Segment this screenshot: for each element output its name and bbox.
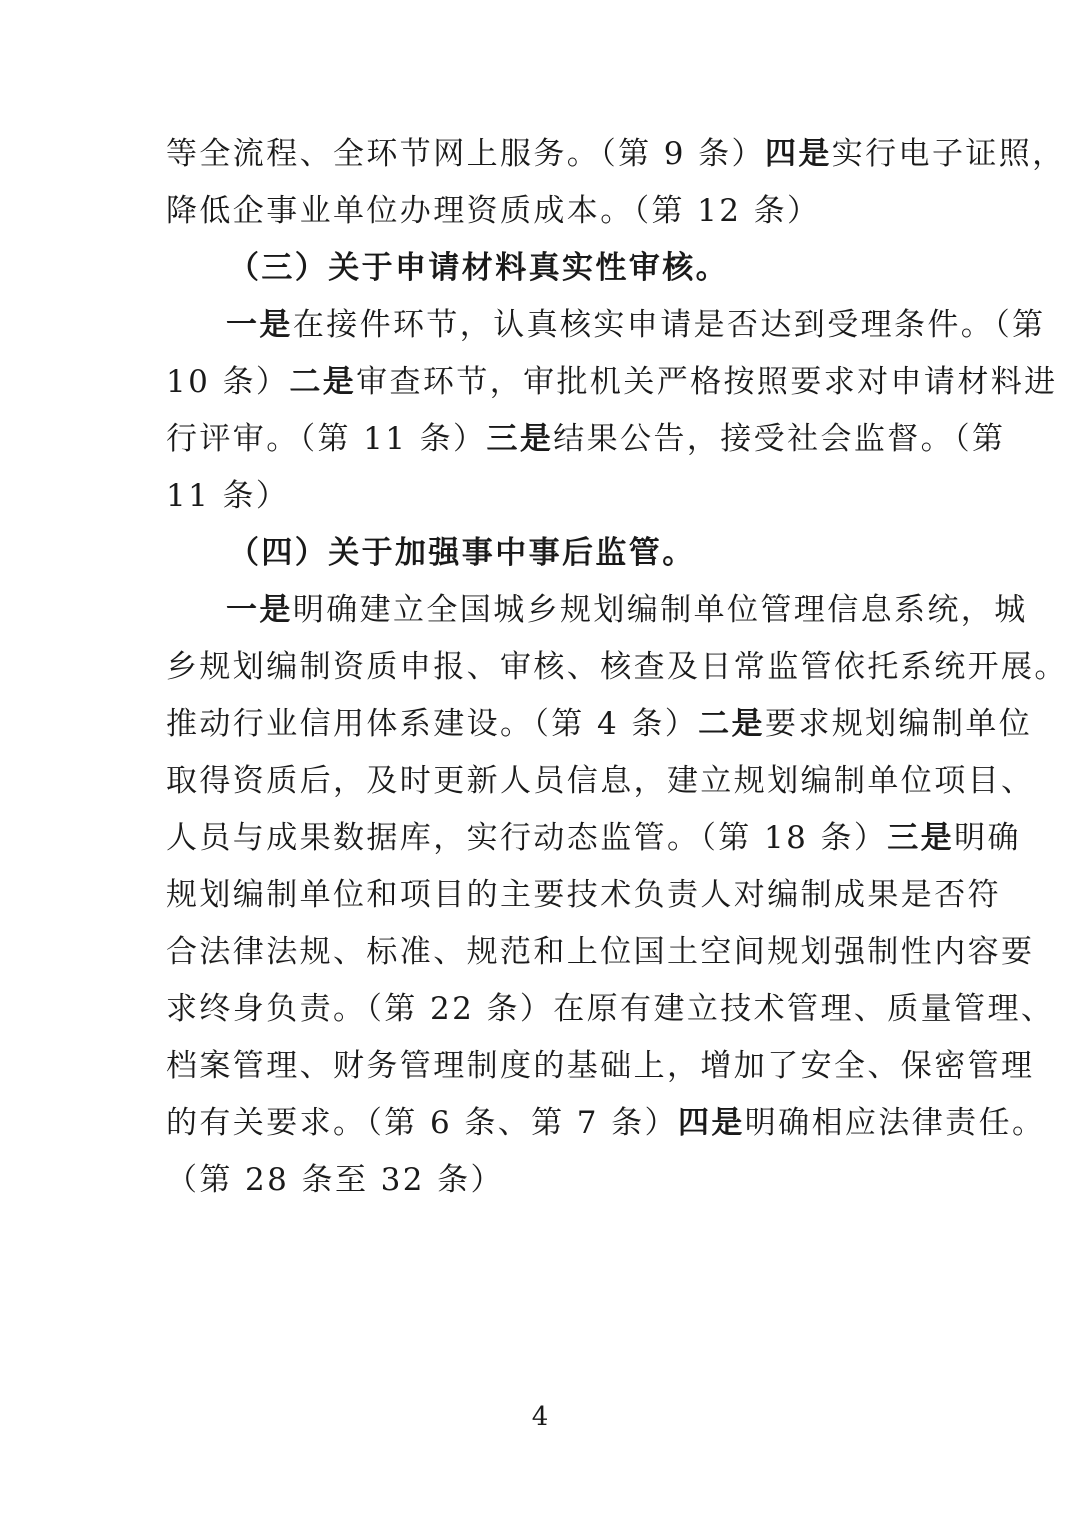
text-line bbox=[166, 818, 1021, 858]
text-line bbox=[166, 362, 1058, 402]
text-line bbox=[226, 590, 1028, 630]
text-run: 取得资质后，及时更新人员信息，建立规划编制单位项目、 bbox=[166, 763, 1035, 799]
emphasis-run: 二是 bbox=[289, 364, 357, 400]
text-run: 11 条） bbox=[166, 478, 290, 514]
emphasis-run: 三是 bbox=[486, 421, 554, 457]
text-run: 行评审。（第 11 条） bbox=[166, 421, 487, 457]
text-run: 在接件环节，认真核实申请是否达到受理条件。（第 bbox=[292, 307, 1046, 343]
text-run: 等全流程、全环节网上服务。（第 9 条） bbox=[166, 136, 765, 172]
text-run: 的有关要求。（第 6 条、第 7 条） bbox=[166, 1105, 678, 1141]
section-heading: （三）关于申请材料真实性审核。 bbox=[228, 250, 729, 286]
text-line bbox=[166, 932, 1035, 972]
text-run: 降低企事业单位办理资质成本。（第 12 条） bbox=[166, 193, 821, 229]
text-run: 档案管理、财务管理制度的基础上，增加了安全、保密管理 bbox=[166, 1048, 1035, 1084]
text-run: 明确相应法律责任。 bbox=[744, 1105, 1046, 1141]
text-run: 结果公告，接受社会监督。（第 bbox=[553, 421, 1006, 457]
emphasis-run: 三是 bbox=[887, 820, 955, 856]
text-line bbox=[166, 134, 1066, 174]
text-run: 明确 bbox=[954, 820, 1021, 856]
text-line bbox=[166, 761, 1035, 801]
text-run: 10 条） bbox=[166, 364, 290, 400]
text-line bbox=[166, 989, 1055, 1029]
emphasis-run: 四是 bbox=[677, 1105, 745, 1141]
text-run: 审查环节，审批机关严格按照要求对申请材料进 bbox=[356, 364, 1058, 400]
text-run: 实行电子证照， bbox=[831, 136, 1066, 172]
text-line bbox=[166, 1160, 918, 1200]
emphasis-run: 一是 bbox=[226, 592, 293, 628]
text-line bbox=[166, 476, 918, 516]
page-number: 4 bbox=[531, 1402, 549, 1432]
text-line bbox=[166, 419, 1006, 459]
text-run: 要求规划编制单位 bbox=[764, 706, 1033, 742]
text-run: 乡规划编制资质申报、审核、核查及日常监管依托系统开展。 bbox=[166, 649, 1068, 685]
text-line bbox=[166, 647, 1068, 687]
text-run: 求终身负责。（第 22 条）在原有建立技术管理、质量管理、 bbox=[166, 991, 1055, 1027]
text-run: （第 28 条至 32 条） bbox=[166, 1162, 504, 1198]
text-line bbox=[166, 875, 1001, 915]
text-run: 明确建立全国城乡规划编制单位管理信息系统，城 bbox=[292, 592, 1028, 628]
text-line bbox=[166, 1046, 1035, 1086]
emphasis-run: 二是 bbox=[698, 706, 765, 742]
text-line bbox=[166, 191, 918, 231]
text-run: 人员与成果数据库，实行动态监管。（第 18 条） bbox=[166, 820, 888, 856]
section-heading: （四）关于加强事中事后监管。 bbox=[228, 535, 696, 571]
emphasis-run: 一是 bbox=[226, 307, 293, 343]
text-run: 合法律法规、标准、规范和上位国土空间规划强制性内容要 bbox=[166, 934, 1035, 970]
text-line bbox=[166, 1103, 1046, 1143]
text-line bbox=[226, 305, 1046, 345]
emphasis-run: 四是 bbox=[764, 136, 832, 172]
text-run: 规划编制单位和项目的主要技术负责人对编制成果是否符 bbox=[166, 877, 1001, 913]
text-run: 推动行业信用体系建设。（第 4 条） bbox=[166, 706, 699, 742]
text-line bbox=[166, 704, 1033, 744]
